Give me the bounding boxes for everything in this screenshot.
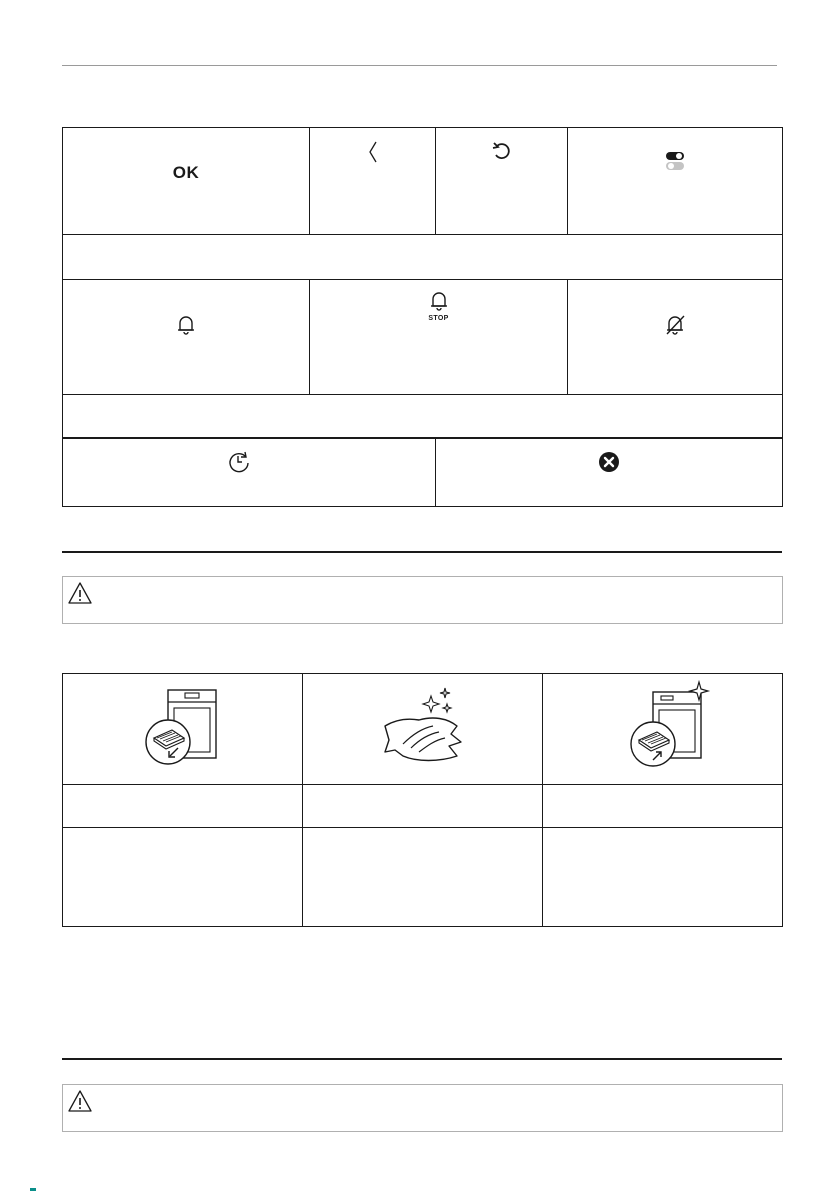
bell-icon [176,314,196,336]
controls-table [62,127,783,280]
bell-muted-icon [664,314,686,336]
section-rule-2 [62,1058,782,1060]
section-rule-1 [62,551,782,553]
oven-insert-tray-sparkle-icon [613,680,713,776]
toggle-switch-icon [665,150,685,172]
cell-back [310,128,436,235]
cleaning-step-3-title [543,785,783,828]
undo-arrow-icon [491,140,513,162]
hand-wipe-sparkle-icon [373,682,473,772]
controls-note-row [63,235,783,280]
signal-table [62,279,783,439]
header-rule [62,65,777,66]
chevron-left-icon [366,140,380,164]
cell-remove-tray [63,674,303,785]
ok-icon: OK [172,163,200,182]
warning-triangle-icon [67,581,93,605]
cleaning-step-1-title [63,785,303,828]
cell-insert-tray [543,674,783,785]
cleaning-step-3-desc [543,828,783,927]
cell-bell-stop [310,280,568,395]
timer-table [62,437,783,507]
bell-stop-icon [429,290,449,312]
cleaning-step-2-desc [303,828,543,927]
cleaning-step-1-desc [63,828,303,927]
oven-remove-tray-icon [138,686,228,776]
cell-timer [63,438,436,507]
timer-restart-icon [226,449,252,475]
cell-undo [436,128,568,235]
warning-box-2 [62,1084,783,1132]
cell-cancel [436,438,783,507]
cancel-x-circle-icon [597,450,621,474]
stop-label: STOP [428,315,449,322]
cell-ok [63,128,310,235]
page-edge-mark [30,1188,36,1191]
cell-bell-muted [568,280,783,395]
cell-bell [63,280,310,395]
warning-triangle-icon [67,1089,93,1113]
warning-box-1 [62,576,783,624]
cleaning-step-2-title [303,785,543,828]
cell-toggle [568,128,783,235]
cleaning-table [62,673,783,927]
signal-note-row [63,395,783,439]
cell-wipe [303,674,543,785]
